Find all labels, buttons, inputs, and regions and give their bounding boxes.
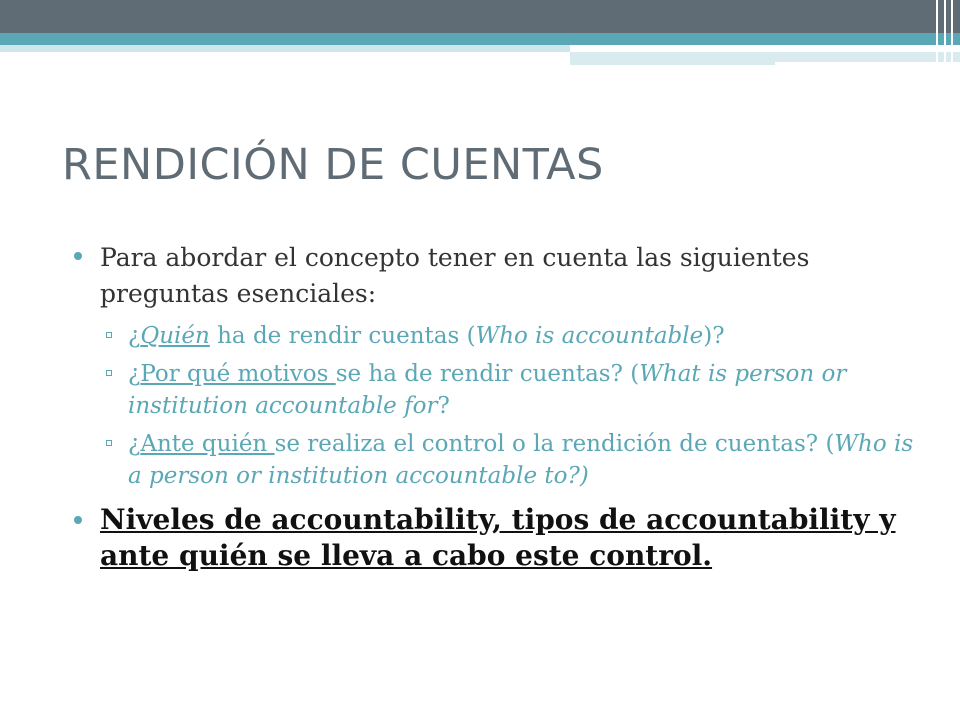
header-bar-light (0, 45, 570, 52)
header-bar-dark (0, 0, 960, 33)
question-list (100, 320, 924, 492)
question-item: ¿Quién ha de rendir cuentas (Who is accountable)? (100, 320, 924, 352)
question-item: ¿Por qué motivos se ha de rendir cuentas? (What is person or institution accountable for? (100, 358, 924, 422)
header-bar-light-right (570, 52, 960, 62)
bullet-intro (74, 240, 924, 492)
bullet-dot-icon (74, 516, 82, 524)
square-bullet-icon (106, 370, 112, 376)
header-divider-line (570, 48, 888, 50)
header-bar-light-short (570, 62, 775, 65)
question-item: ¿Ante quién se realiza el control o la rendición de cuentas? (Who is a person or institution accountable to?) (100, 428, 924, 492)
header-vertical-line (936, 0, 938, 62)
header-vertical-line (944, 0, 946, 62)
question-english: What is person or institution accountable for (128, 361, 847, 419)
square-bullet-icon (106, 332, 112, 338)
bullet-conclusion (74, 502, 924, 574)
slide-content (74, 240, 924, 574)
bullet-dot-icon (74, 252, 82, 260)
header-bar-teal (0, 33, 960, 45)
header-vertical-line (951, 0, 953, 62)
intro-text: Para abordar el concepto tener en cuenta las siguientes preguntas esenciales: (100, 243, 810, 308)
conclusion-text: Niveles de accountability, tipos de accountability y ante quién se lleva a cabo este control. (100, 503, 896, 572)
question-english: Who is a person or institution accountable to?) (128, 431, 914, 489)
question-key: Ante quién (140, 431, 275, 457)
question-key: Quién (140, 323, 210, 349)
slide-title: RENDICIÓN DE CUENTAS (62, 140, 604, 190)
square-bullet-icon (106, 440, 112, 446)
question-english: Who is accountable (475, 323, 704, 349)
question-key: Por qué motivos (140, 361, 336, 387)
